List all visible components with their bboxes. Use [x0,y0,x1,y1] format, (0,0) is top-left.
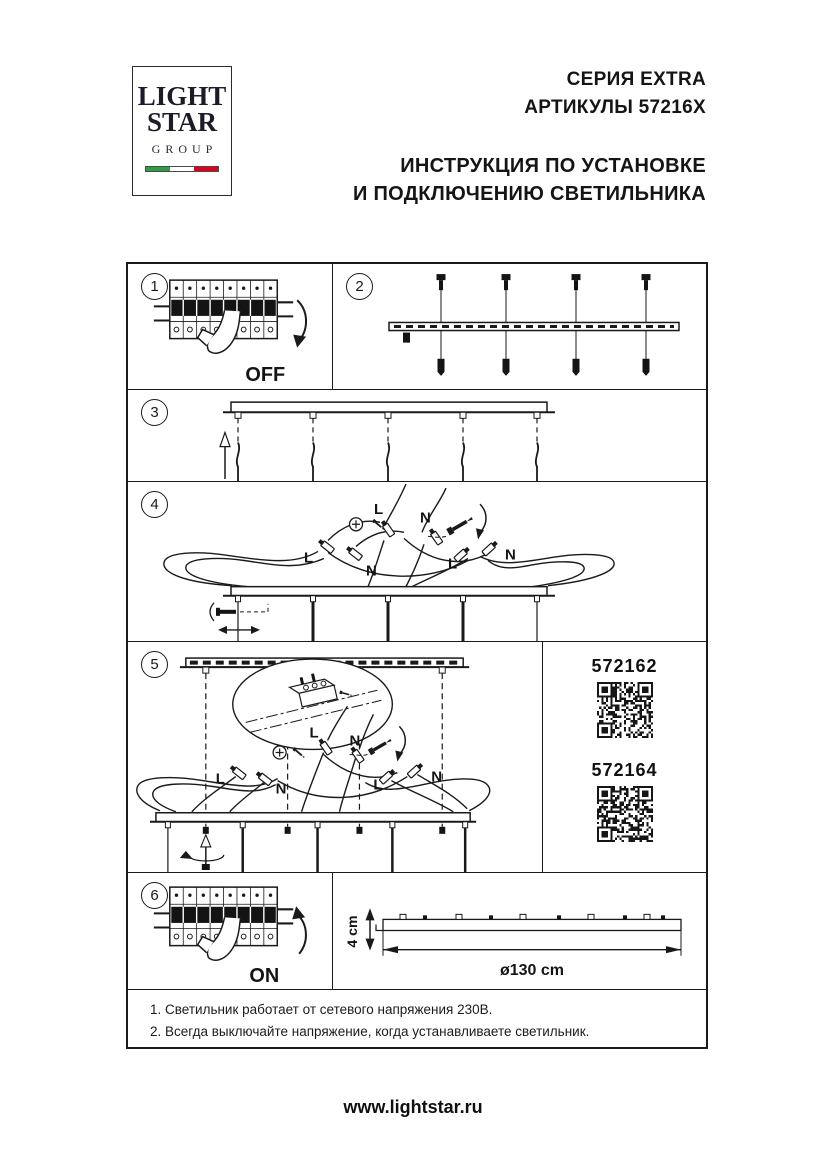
step-number-badge: 6 [141,882,168,909]
step-number-badge: 5 [141,651,168,678]
height-adjust-icon [180,835,224,870]
note-line-1: 1. Светильник работает от сетевого напряжения 230В. [150,1002,493,1017]
assembled-fixture-wiring-drawing [128,642,542,872]
step-2-panel [333,264,706,390]
slide-arrow-icon [218,626,260,634]
step-4-panel [128,482,706,642]
wire-label-l: L [304,549,314,567]
mounting-screws-icons [437,274,651,322]
step-number-badge: 2 [346,273,373,300]
bar-top-fittings [400,914,665,919]
wire-label-n: N [431,768,443,786]
suspension-cables [235,412,540,481]
step-3-panel [128,390,706,482]
mounting-rail-drawing [333,264,706,389]
horizontal-dimension-arrow-icon [383,930,681,955]
wire-label-l: L [373,776,383,794]
title-line-2: И ПОДКЛЮЧЕНИЮ СВЕТИЛЬНИКА [352,183,706,205]
wire-label-l: L [374,501,384,519]
note-line-2: 2. Всегда выключайте напряжение, когда устанавливаете светильник. [150,1024,590,1039]
dimensions-panel [333,873,706,990]
rotation-arrow-icon [395,726,405,761]
instruction-steps-grid [126,262,708,1049]
logo-word-group: GROUP [151,142,218,156]
diameter-dimension-label: ø130 cm [500,960,564,979]
hanger-stubs [236,596,540,641]
up-arrow-icon [220,432,230,479]
wire-label-n: N [366,562,377,580]
product-codes-panel [543,642,706,873]
italian-flag-stripe [145,166,219,172]
wire-label-n: N [505,546,516,564]
step-1-panel [128,264,333,390]
step-number-badge: 1 [141,273,168,300]
title-line-1: ИНСТРУКЦИЯ ПО УСТАНОВКЕ [400,155,706,177]
wire-label-l: L [215,770,225,788]
step-number-badge: 3 [141,399,168,426]
wire-label-l: L [309,724,319,742]
canopy-suspension-drawing [128,390,706,481]
logo-word-light: LIGHT [137,81,227,111]
wall-anchor-icons [438,331,650,376]
wire-label-n: N [420,509,431,527]
fixture-bar-side-view [383,919,681,930]
logo-word-star: STAR [146,107,218,137]
canopy-bar [231,587,547,596]
wire-label-n: N [349,732,361,750]
vertical-dimension-arrow-icon [366,908,375,950]
step-6-panel [128,873,333,990]
height-dimension-label: 4 cm [344,915,360,948]
product-code-572164: 572164 [591,760,658,780]
rotation-arrow-icon [476,504,486,539]
on-label: ON [249,964,280,987]
step-number-badge: 4 [141,491,168,518]
website-url: www.lightstar.ru [343,1097,483,1117]
wiring-connection-drawing [128,482,706,641]
wire-label-l: L [448,555,458,573]
wire-label-n: N [275,780,287,798]
step-5-panel [128,642,543,873]
page-title [353,152,706,208]
off-label: OFF [245,363,286,386]
series-title: СЕРИЯ EXTRA [566,69,706,90]
dimensions-drawing [333,873,706,989]
rail-end-clip-icon [403,333,410,343]
rotation-arrow-down-icon [293,300,306,347]
rotation-arrow-up-icon [292,906,306,953]
safety-notes-panel [128,990,706,1047]
document-header [353,66,706,208]
lightstar-logo [132,66,232,196]
adjustment-detail-icon [210,603,268,634]
qr-code-572162 [597,682,653,738]
qr-code-572164 [597,786,653,842]
articles-line: АРТИКУЛЫ 57216X [524,97,706,118]
product-code-572162: 572162 [591,656,658,676]
fixture-bar [156,813,470,822]
